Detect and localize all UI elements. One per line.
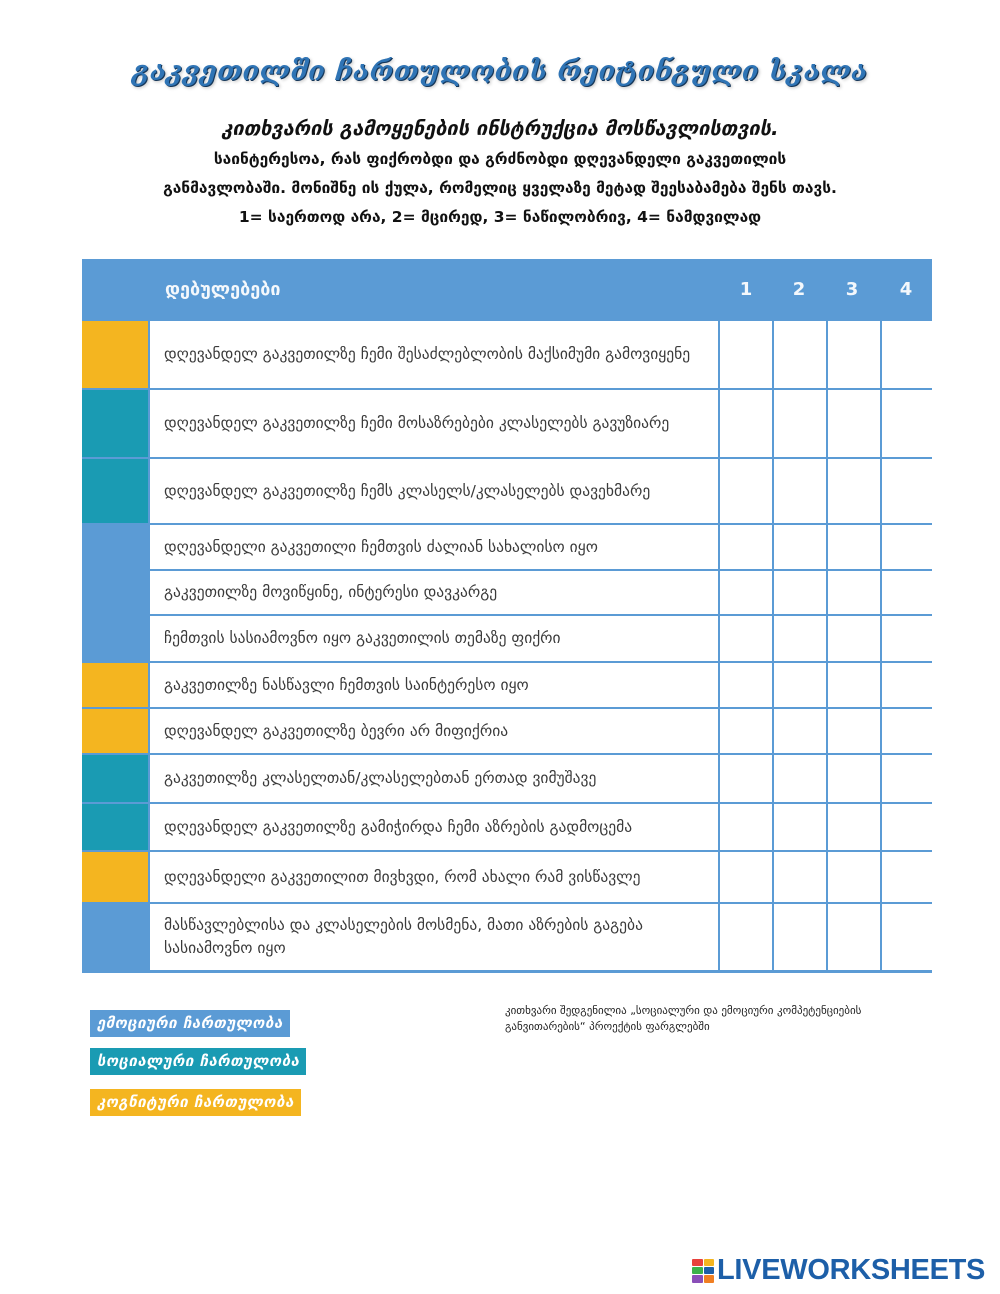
statement-text: მასწავლებლისა და კლასელების მოსმენა, მათი აზრების გაგება სასიამოვნო იყო	[150, 904, 718, 970]
statement-text: გაკვეთილზე კლასელთან/კლასელებთან ერთად ვიმუშავე	[150, 755, 718, 802]
statement-text: დღევანდელ გაკვეთილზე ჩემი შესაძლებლობის მაქსიმუმი გამოვიყენე	[150, 321, 718, 388]
footnote: კითხვარი შედგენილია „სოციალური და ემოციური კომპეტენციების განვითარების“ პროექტის ფარგლებში	[505, 1004, 862, 1033]
table-row	[82, 663, 932, 707]
rating-cell-4[interactable]	[882, 525, 932, 569]
header-scale-3: 3	[845, 279, 859, 300]
category-color-marker	[82, 616, 148, 661]
rating-cell-3[interactable]	[828, 390, 880, 457]
rating-cell-4[interactable]	[882, 571, 932, 614]
page-title: გაკვეთილში ჩართულობის რეიტინგული სკალა	[132, 56, 868, 87]
category-color-marker	[82, 663, 148, 707]
table-row	[82, 804, 932, 850]
rating-cell-2[interactable]	[774, 616, 826, 661]
category-color-marker	[82, 390, 148, 457]
statement-text: გაკვეთილზე მოვიწყინე, ინტერესი დავკარგე	[150, 571, 718, 614]
rating-cell-3[interactable]	[828, 852, 880, 902]
rating-cell-4[interactable]	[882, 755, 932, 802]
statement-text: ჩემთვის სასიამოვნო იყო გაკვეთილის თემაზე ფიქრი	[150, 616, 718, 661]
rating-cell-4[interactable]	[882, 390, 932, 457]
statement-text: დღევანდელი გაკვეთილი ჩემთვის ძალიან სახალისო იყო	[150, 525, 718, 569]
liveworksheets-brand-name: LIVEWORKSHEETS	[717, 1254, 986, 1286]
rating-cell-4[interactable]	[882, 663, 932, 707]
rating-cell-2[interactable]	[774, 525, 826, 569]
rating-cell-2[interactable]	[774, 459, 826, 523]
rating-cell-4[interactable]	[882, 709, 932, 753]
table-row	[82, 852, 932, 902]
rating-cell-3[interactable]	[828, 525, 880, 569]
statement-text: დღევანდელი გაკვეთილით მივხვდი, რომ ახალი რამ ვისწავლე	[150, 852, 718, 902]
rating-cell-3[interactable]	[828, 571, 880, 614]
table-row	[82, 321, 932, 388]
rating-cell-2[interactable]	[774, 755, 826, 802]
rating-cell-1[interactable]	[720, 321, 772, 388]
rating-cell-1[interactable]	[720, 904, 772, 970]
statement-text: დღევანდელ გაკვეთილზე ჩემი მოსაზრებები კლასელებს გავუზიარე	[150, 390, 718, 457]
rating-cell-2[interactable]	[774, 390, 826, 457]
category-color-marker	[82, 709, 148, 753]
header-scale-1: 1	[739, 279, 753, 300]
rating-table	[82, 259, 932, 973]
liveworksheets-logo[interactable]	[692, 1254, 985, 1287]
rating-cell-2[interactable]	[774, 663, 826, 707]
rating-cell-2[interactable]	[774, 571, 826, 614]
rating-cell-4[interactable]	[882, 904, 932, 970]
rating-cell-3[interactable]	[828, 904, 880, 970]
rating-cell-4[interactable]	[882, 852, 932, 902]
rating-cell-3[interactable]	[828, 804, 880, 850]
statement-text: დღევანდელ გაკვეთილზე ბევრი არ მიფიქრია	[150, 709, 718, 753]
statement-text: დღევანდელ გაკვეთილზე გამიჭირდა ჩემი აზრების გადმოცემა	[150, 804, 718, 850]
table-row	[82, 709, 932, 753]
header-scale-2: 2	[792, 279, 806, 300]
rating-cell-3[interactable]	[828, 321, 880, 388]
table-row	[82, 525, 932, 569]
rating-cell-2[interactable]	[774, 852, 826, 902]
rating-cell-3[interactable]	[828, 616, 880, 661]
category-color-marker	[82, 321, 148, 388]
rating-cell-4[interactable]	[882, 321, 932, 388]
legend-cognitive-engagement: კოგნიტური ჩართულობა	[90, 1089, 301, 1116]
statement-text: გაკვეთილზე ნასწავლი ჩემთვის საინტერესო იყო	[150, 663, 718, 707]
table-header	[82, 259, 932, 321]
rating-cell-1[interactable]	[720, 804, 772, 850]
category-color-marker	[82, 904, 148, 970]
category-color-marker	[82, 571, 148, 614]
rating-cell-2[interactable]	[774, 804, 826, 850]
rating-cell-1[interactable]	[720, 616, 772, 661]
rating-cell-1[interactable]	[720, 571, 772, 614]
rating-cell-2[interactable]	[774, 321, 826, 388]
liveworksheets-logo-icon	[692, 1259, 714, 1283]
rating-cell-3[interactable]	[828, 755, 880, 802]
table-row	[82, 571, 932, 614]
rating-cell-3[interactable]	[828, 663, 880, 707]
table-row	[82, 904, 932, 970]
rating-cell-4[interactable]	[882, 616, 932, 661]
legend-social-engagement: სოციალური ჩართულობა	[90, 1048, 306, 1075]
table-row	[82, 755, 932, 802]
rating-cell-4[interactable]	[882, 459, 932, 523]
category-color-marker	[82, 852, 148, 902]
rating-cell-3[interactable]	[828, 709, 880, 753]
category-color-marker	[82, 525, 148, 569]
category-color-marker	[82, 459, 148, 523]
rating-cell-1[interactable]	[720, 709, 772, 753]
rating-cell-4[interactable]	[882, 804, 932, 850]
table-row	[82, 616, 932, 661]
rating-cell-3[interactable]	[828, 459, 880, 523]
rating-cell-1[interactable]	[720, 390, 772, 457]
instructions-heading: კითხვარის გამოყენების ინსტრუქცია მოსწავლისთვის.	[221, 116, 779, 140]
table-row	[82, 390, 932, 457]
rating-cell-1[interactable]	[720, 852, 772, 902]
category-color-marker	[82, 804, 148, 850]
rating-cell-1[interactable]	[720, 525, 772, 569]
statement-text: დღევანდელ გაკვეთილზე ჩემს კლასელს/კლასელებს დავეხმარე	[150, 459, 718, 523]
legend-emotional-engagement: ემოციური ჩართულობა	[90, 1010, 290, 1037]
rating-cell-2[interactable]	[774, 709, 826, 753]
rating-cell-1[interactable]	[720, 755, 772, 802]
instructions-line-1: საინტერესოა, რას ფიქრობდი და გრძნობდი დღევანდელი გაკვეთილის	[213, 150, 787, 168]
rating-cell-1[interactable]	[720, 459, 772, 523]
scale-explanation: 1= საერთოდ არა, 2= მცირედ, 3= ნაწილობრივ, 4= ნამდვილად	[238, 208, 762, 226]
instructions-line-2: განმავლობაში. მონიშნე ის ქულა, რომელიც ყველაზე მეტად შეესაბამება შენს თავს.	[163, 179, 837, 197]
category-color-marker	[82, 755, 148, 802]
header-scale-4: 4	[899, 279, 913, 300]
rating-cell-2[interactable]	[774, 904, 826, 970]
header-statements: დებულებები	[165, 279, 281, 300]
table-row	[82, 459, 932, 523]
rating-cell-1[interactable]	[720, 663, 772, 707]
